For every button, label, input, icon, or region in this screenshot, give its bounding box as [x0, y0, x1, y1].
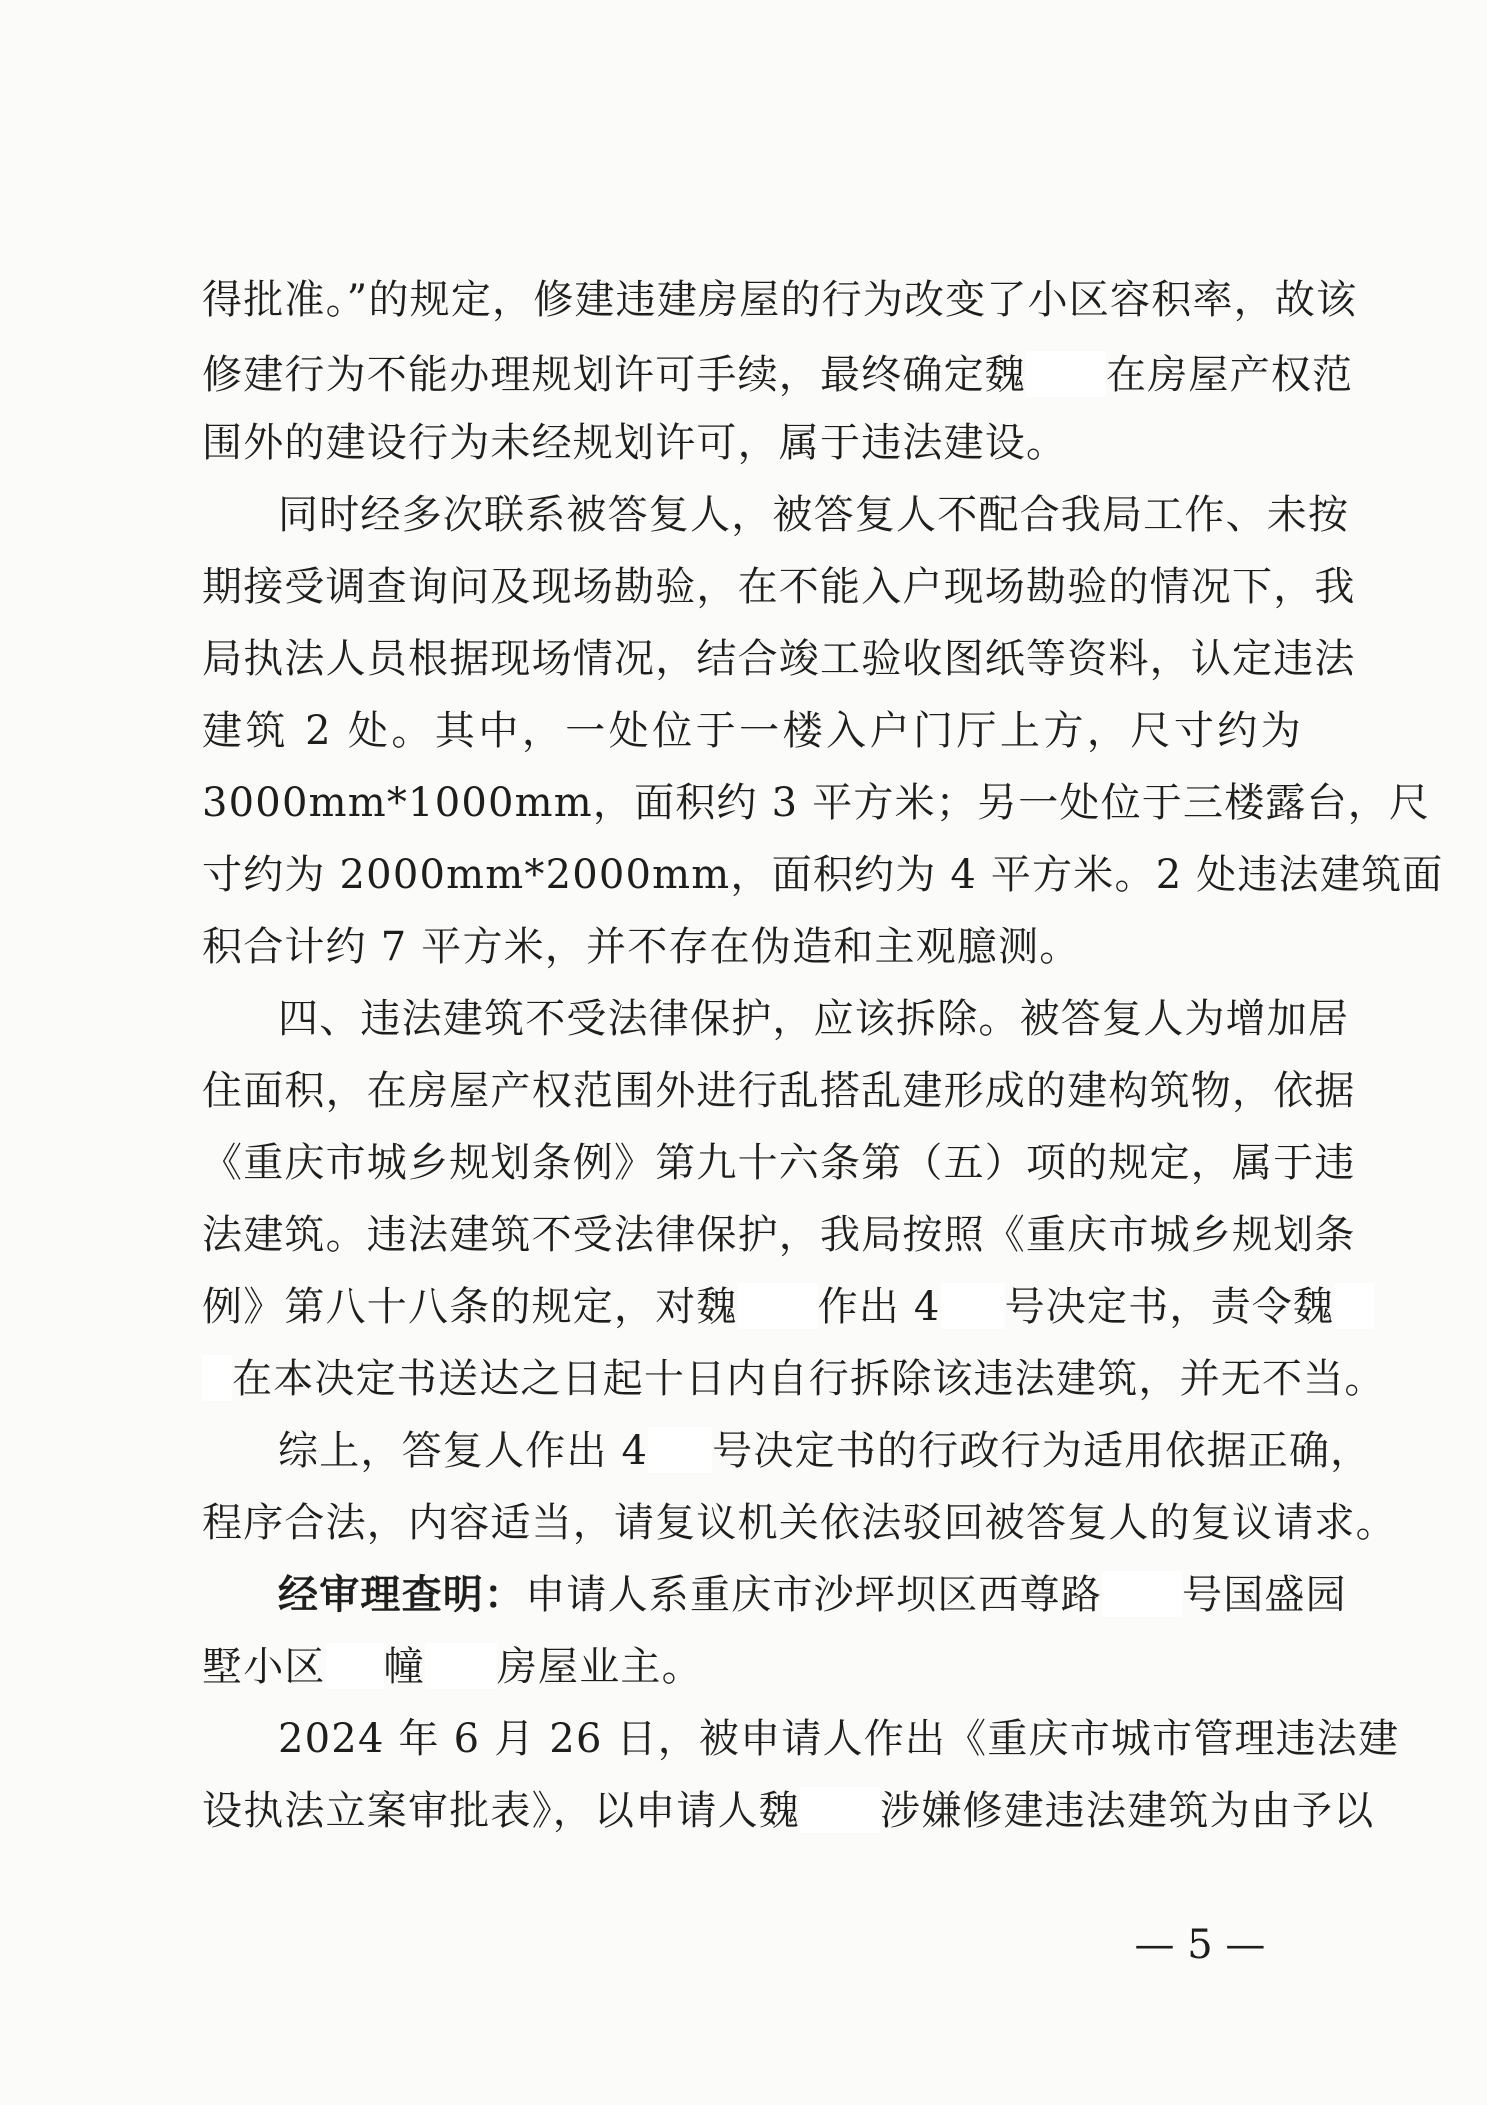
paragraph-1-line-2 [202, 350, 1354, 400]
text: 建筑 2 处。其中，一处位于一楼入户门厅上方，尺寸约为 [202, 708, 1302, 754]
text: 同时经多次联系被答复人，被答复人不配合我局工作、未按 [278, 492, 1350, 538]
paragraph-3-line-4 [202, 1210, 1356, 1260]
text: 墅小区 [202, 1644, 326, 1690]
text: 法建筑。违法建筑不受法律保护，我局按照《重庆市城乡规划条 [202, 1212, 1356, 1258]
text: 积合计约 7 平方米，并不存在伪造和主观臆测。 [202, 924, 1081, 970]
text: 号决定书的行政行为适用依据正确， [712, 1428, 1372, 1474]
paragraph-5-line-1 [278, 1570, 1347, 1620]
text: 3000mm*1000mm，面积约 3 平方米；另一处位于三楼露台，尺 [202, 780, 1431, 826]
text: 综上，答复人作出 4 [278, 1428, 649, 1474]
paragraph-3-line-6 [202, 1354, 1386, 1404]
redaction [738, 1283, 818, 1329]
redaction [425, 1643, 497, 1689]
findings-lead: 经审理查明： [278, 1571, 526, 1618]
redaction [326, 1643, 384, 1689]
page-number: — 5 — [1134, 1922, 1266, 1968]
text: 四、违法建筑不受法律保护，应该拆除。被答复人为增加居 [278, 996, 1350, 1042]
paragraph-2-line-3 [202, 634, 1356, 684]
redaction [202, 1355, 232, 1401]
text: 申请人系重庆市沙坪坝区西尊路 [525, 1572, 1103, 1618]
text: 房屋业主。 [496, 1644, 703, 1690]
text: 作出 4 [817, 1284, 941, 1330]
redaction [800, 1787, 880, 1833]
text: 《重庆市城乡规划条例》第九十六条第（五）项的规定，属于违 [202, 1140, 1356, 1186]
paragraph-2-line-4 [202, 706, 1302, 756]
text: 2024 年 6 月 26 日，被申请人作出《重庆市城市管理违法建 [278, 1716, 1400, 1762]
text: 在本决定书送达之日起十日内自行拆除该违法建筑，并无不当。 [232, 1356, 1386, 1402]
text: 涉嫌修建违法建筑为由予以 [880, 1788, 1375, 1834]
text: 得批准。”的规定，修建违建房屋的行为改变了小区容积率，故该 [202, 277, 1358, 323]
paragraph-2-line-2 [202, 562, 1356, 612]
text: 修建行为不能办理规划许可手续，最终确定魏 [202, 352, 1026, 398]
text: 号国盛园 [1182, 1572, 1347, 1618]
paragraph-4-line-2 [202, 1498, 1397, 1548]
redaction [648, 1427, 712, 1473]
paragraph-3-line-5 [202, 1282, 1335, 1332]
paragraph-3-line-1 [278, 994, 1350, 1044]
redaction [1102, 1571, 1182, 1617]
paragraph-5-line-2 [202, 1642, 1302, 1692]
text: 期接受调查询问及现场勘验，在不能入户现场勘验的情况下，我 [202, 564, 1356, 610]
paragraph-2-line-6 [202, 850, 1444, 900]
text: 幢 [383, 1644, 425, 1690]
paragraph-2-line-1 [278, 490, 1350, 540]
redaction [941, 1283, 1005, 1329]
paragraph-1-line-1 [202, 275, 1358, 325]
redaction [1026, 351, 1106, 397]
text: 在房屋产权范 [1106, 352, 1354, 398]
text: 程序合法，内容适当，请复议机关依法驳回被答复人的复议请求。 [202, 1500, 1397, 1546]
text: 住面积，在房屋产权范围外进行乱搭乱建形成的建构筑物，依据 [202, 1068, 1356, 1114]
text: 号决定书，责令魏 [1004, 1284, 1335, 1330]
paragraph-1-line-3 [202, 418, 1302, 468]
text: 例》第八十八条的规定，对魏 [202, 1284, 738, 1330]
text: 围外的建设行为未经规划许可，属于违法建设。 [202, 420, 1068, 466]
paragraph-4-line-1 [278, 1426, 1372, 1476]
paragraph-2-line-5 [202, 778, 1431, 828]
text: 局执法人员根据现场情况，结合竣工验收图纸等资料，认定违法 [202, 636, 1356, 682]
paragraph-3-line-3 [202, 1138, 1356, 1188]
redaction [1334, 1283, 1374, 1329]
paragraph-3-line-2 [202, 1066, 1356, 1116]
paragraph-6-line-2 [202, 1786, 1375, 1836]
paragraph-2-line-7 [202, 922, 1302, 972]
text: 寸约为 2000mm*2000mm，面积约为 4 平方米。2 处违法建筑面 [202, 852, 1444, 898]
paragraph-6-line-1 [278, 1714, 1400, 1764]
text: 设执法立案审批表》，以申请人魏 [202, 1788, 800, 1834]
